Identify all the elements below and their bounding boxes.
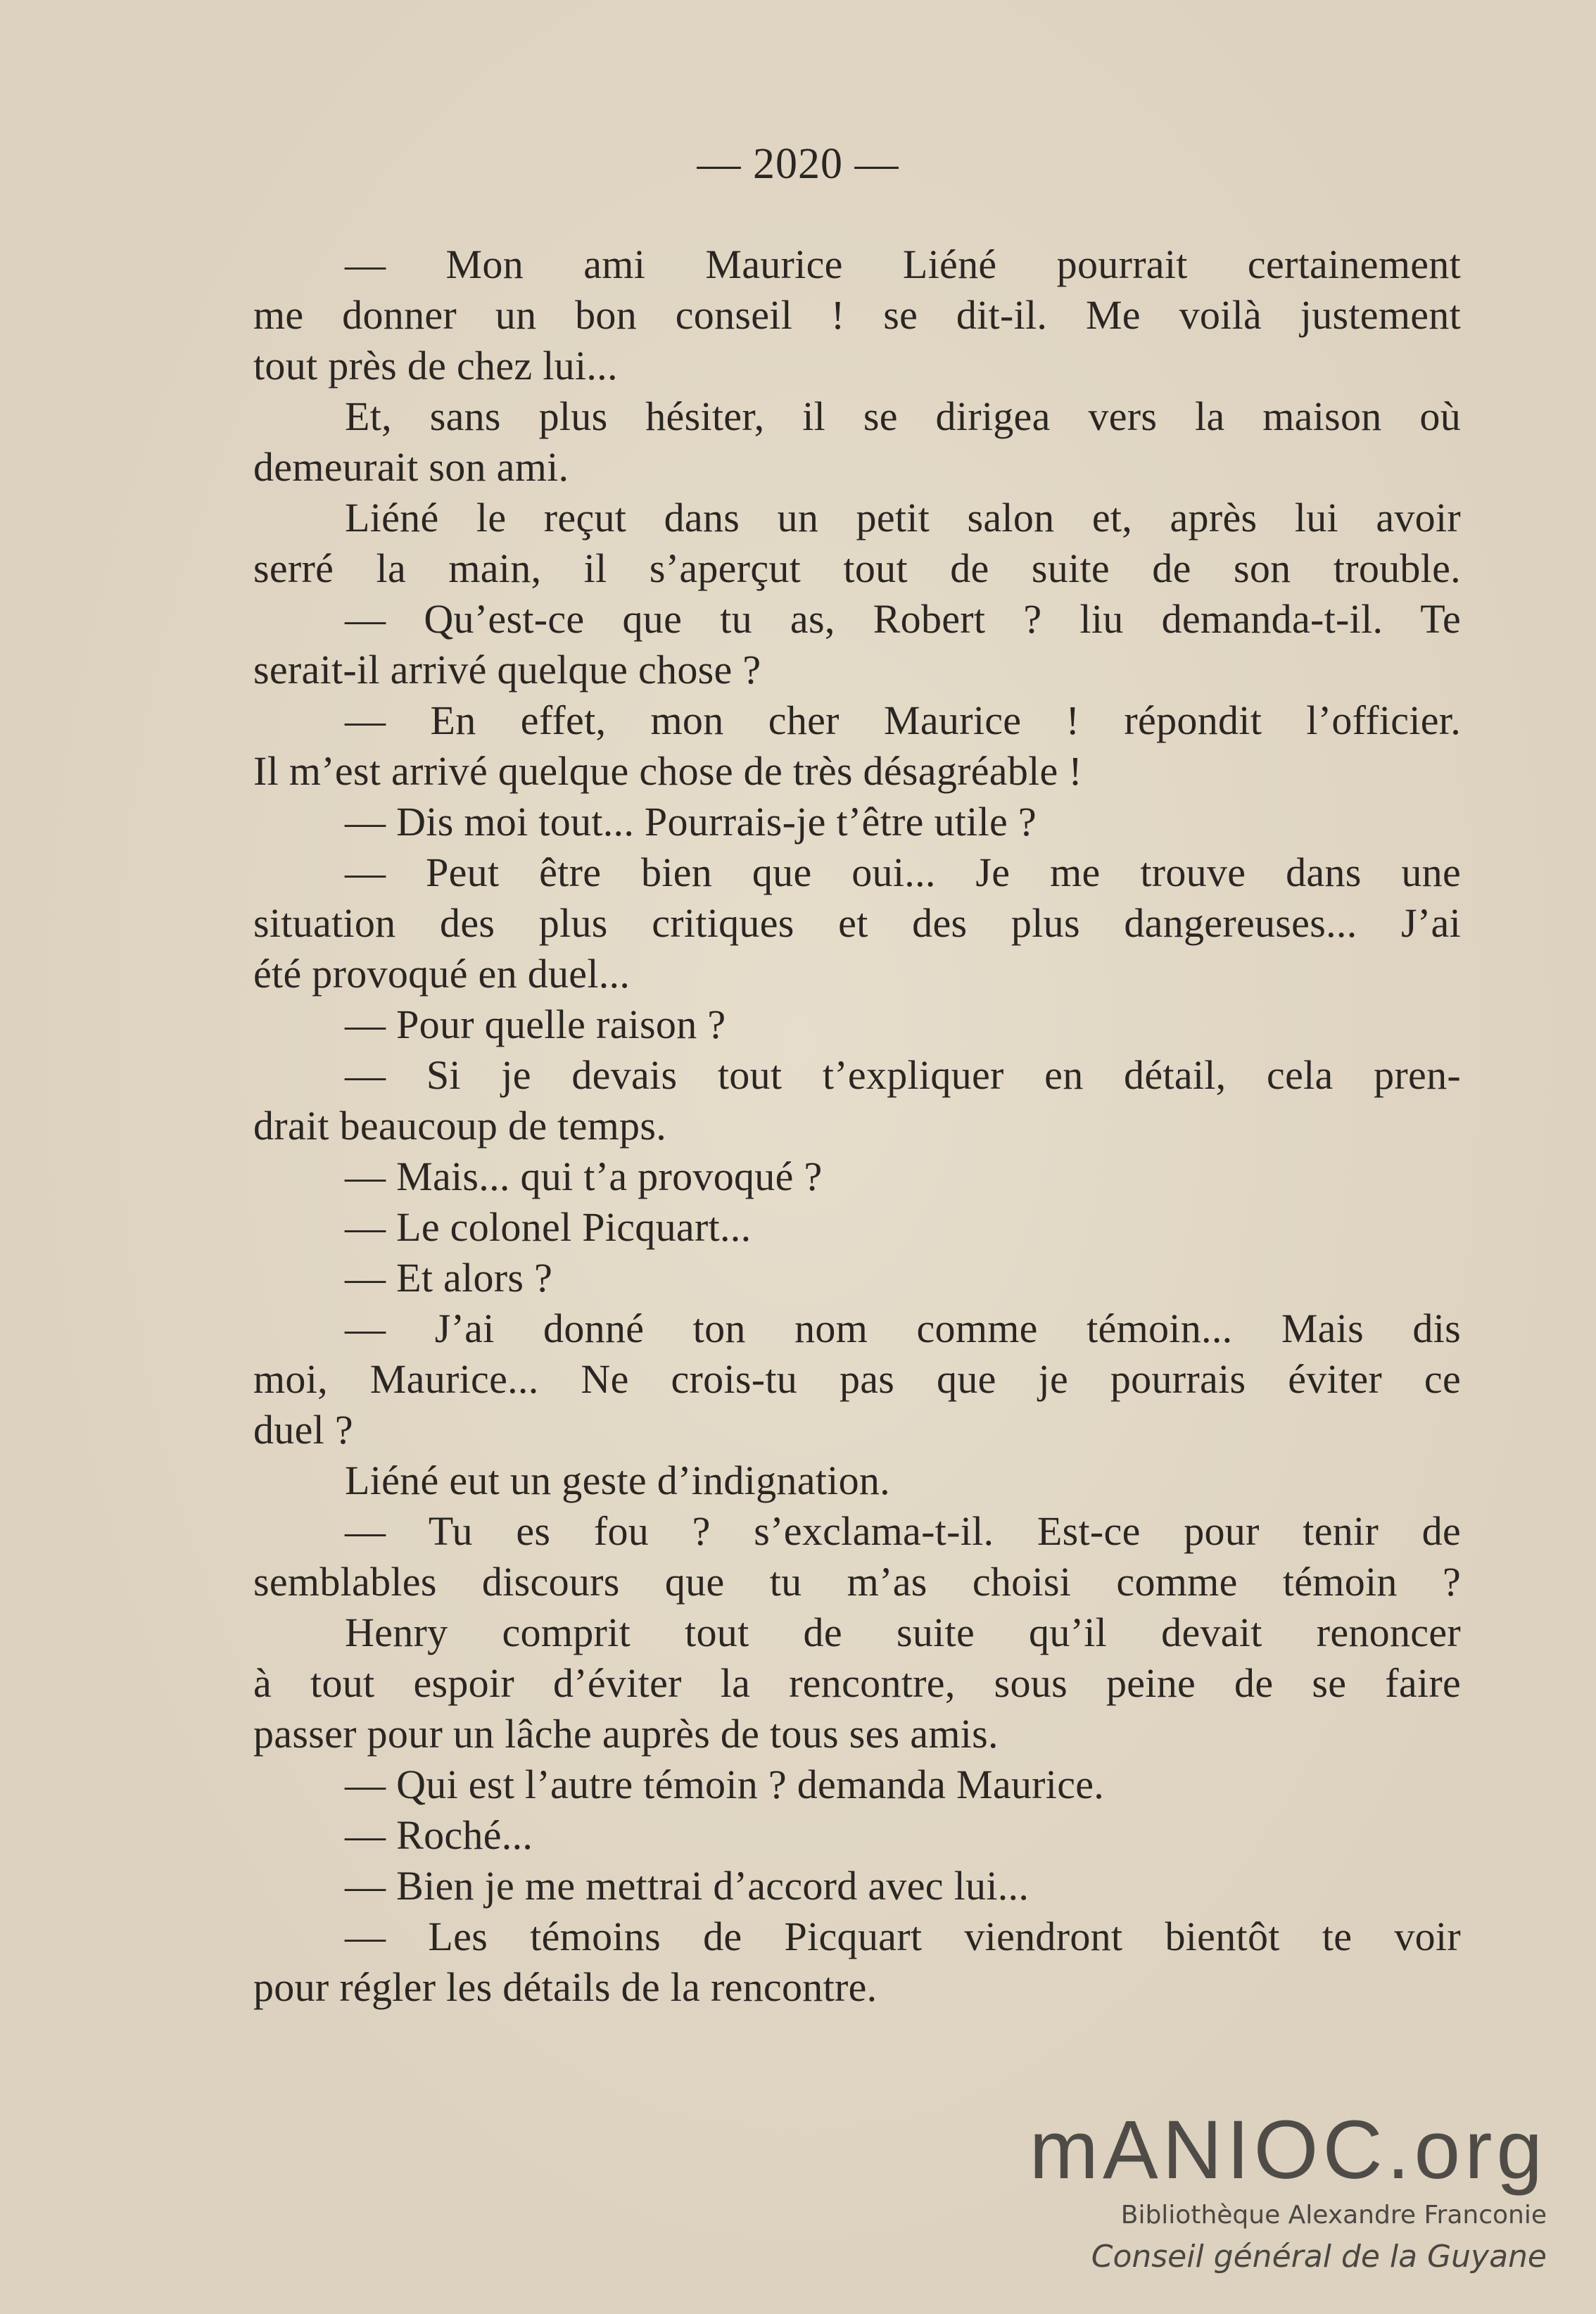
text-line: — Mais... qui t’a provoqué ? [345, 1153, 823, 1199]
text-line: semblables discours que tu m’as choisi comme témoin ? [253, 1559, 1461, 1605]
text-line: — En effet, mon cher Maurice ! répondit l’officier. [345, 697, 1461, 743]
text-line: — Et alors ? [345, 1255, 553, 1301]
text-line: — Si je devais tout t’expliquer en détail, cela pren- [345, 1052, 1461, 1098]
text-line: Liéné le reçut dans un petit salon et, après lui avoir [345, 495, 1461, 540]
text-line: duel ? [253, 1407, 353, 1453]
text-line: — Roché... [345, 1812, 533, 1858]
text-line: — Qui est l’autre témoin ? demanda Maurice. [345, 1762, 1105, 1807]
text-line: Henry comprit tout de suite qu’il devait renoncer [345, 1610, 1461, 1655]
text-line: drait beaucoup de temps. [253, 1103, 667, 1149]
text-line: à tout espoir d’éviter la rencontre, sous peine de se faire [253, 1660, 1461, 1706]
page-number: — 2020 — [697, 140, 899, 188]
text-line: situation des plus critiques et des plus dangereuses... J’ai [253, 900, 1461, 946]
text-line: serait-il arrivé quelque chose ? [253, 647, 761, 693]
text-line: tout près de chez lui... [253, 343, 618, 388]
text-line: — Peut être bien que oui... Je me trouve dans une [345, 849, 1461, 895]
text-line: pour régler les détails de la rencontre. [253, 1964, 878, 2010]
text-line: — Le colonel Picquart... [345, 1204, 752, 1250]
text-line: — Qu’est-ce que tu as, Robert ? liu demanda-t-il. Te [345, 596, 1461, 642]
text-line: Liéné eut un geste d’indignation. [345, 1458, 890, 1503]
text-line: Il m’est arrivé quelque chose de très désagréable ! [253, 748, 1082, 794]
text-line: — J’ai donné ton nom comme témoin... Mais dis [345, 1305, 1461, 1351]
text-line: — Les témoins de Picquart viendront bientôt te voir [345, 1914, 1461, 1959]
text-line: moi, Maurice... Ne crois-tu pas que je pourrais éviter ce [253, 1356, 1461, 1402]
text-line: été provoqué en duel... [253, 951, 631, 997]
text-line: Et, sans plus hésiter, il se dirigea vers la maison où [345, 393, 1461, 439]
text-line: me donner un bon conseil ! se dit-il. Me voilà justement [253, 292, 1461, 338]
text-line: — Tu es fou ? s’exclama-t-il. Est-ce pour tenir de [345, 1508, 1461, 1554]
text-line: — Pour quelle raison ? [345, 1001, 726, 1047]
text-line: — Dis moi tout... Pourrais-je t’être utile ? [345, 799, 1037, 845]
text-line: — Bien je me mettrai d’accord avec lui... [345, 1863, 1030, 1909]
body-text [253, 239, 1461, 2013]
manioc-logo: mANIOC.org [1029, 2104, 1547, 2196]
text-line: passer pour un lâche auprès de tous ses amis. [253, 1711, 999, 1757]
text-line: serré la main, il s’aperçut tout de suite de son trouble. [253, 545, 1461, 591]
manioc-watermark [1012, 2104, 1547, 2279]
library-name: Bibliothèque Alexandre Franconie [1120, 2201, 1547, 2230]
text-line: demeurait son ami. [253, 444, 569, 490]
text-line: — Mon ami Maurice Liéné pourrait certainement [345, 241, 1461, 287]
council-name: Conseil général de la Guyane [1091, 2239, 1547, 2275]
